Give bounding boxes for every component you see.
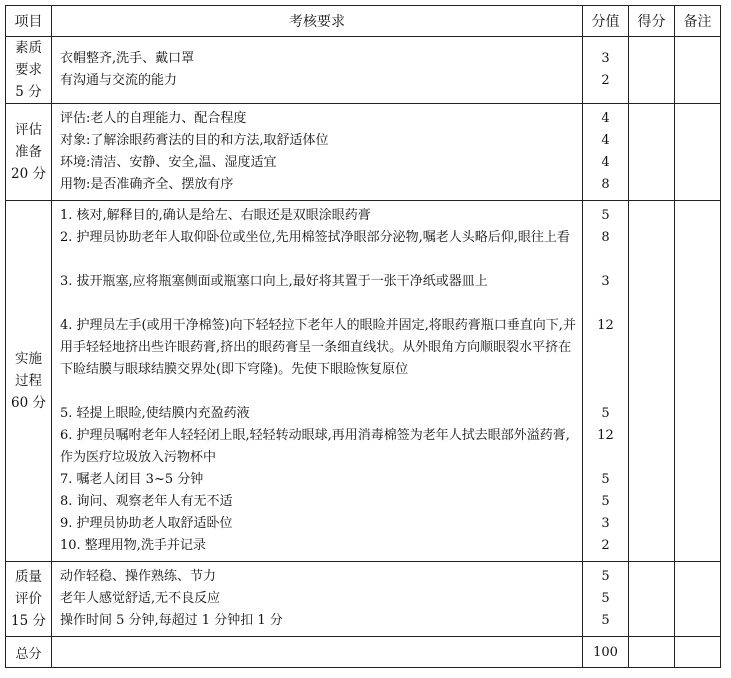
requirements-cell (52, 37, 583, 104)
requirement-line: 老年人感觉舒适,无不良反应 (60, 591, 221, 606)
total-requirements-cell (52, 637, 583, 668)
score-value: 4 (601, 155, 610, 170)
requirement-line: 7. 嘱老人闭目 3~5 分钟 (60, 472, 204, 487)
score-cell (583, 562, 629, 637)
total-label: 总分 (6, 637, 52, 668)
requirement-line: 对象:了解涂眼药膏法的目的和方法,取舒适体位 (60, 133, 329, 148)
category-cell: 实施 过程 60 分 (6, 201, 52, 562)
total-value: 100 (583, 637, 629, 668)
obtained-cell (629, 562, 675, 637)
category-cell: 质量 评价 15 分 (6, 562, 52, 637)
header-item: 项目 (6, 6, 52, 37)
score-value: 4 (601, 111, 610, 126)
category-cell: 评估 准备 20 分 (6, 104, 52, 201)
requirement-line: 动作轻稳、操作熟练、节力 (60, 569, 217, 584)
section-implementation-process (6, 201, 721, 562)
header-obtained: 得分 (629, 6, 675, 37)
remarks-cell (675, 562, 721, 637)
requirement-line: 4. 护理员左手(或用干净棉签)向下轻轻拉下老年人的眼睑并固定,将眼药膏瓶口垂直向下,并用手轻轻地挤出些许眼药膏,挤出的眼药膏呈一条细直线状。从外眼角方向顺眼裂水平挤在下睑结膜与眼球结膜交界处(即下穹隆)。先使下眼睑恢复原位 (60, 318, 576, 377)
requirement-line: 环境:清洁、安静、安全,温、湿度适宜 (60, 155, 277, 170)
score-value: 3 (601, 51, 610, 66)
obtained-cell (629, 37, 675, 104)
requirements-cell (52, 104, 583, 201)
score-value: 5 (601, 591, 610, 606)
section-assessment-preparation (6, 104, 721, 201)
remarks-cell (675, 104, 721, 201)
score-value: 12 (597, 428, 614, 443)
requirement-line: 1. 核对,解释目的,确认是给左、右眼还是双眼涂眼药膏 (60, 208, 371, 223)
requirement-line: 10. 整理用物,洗手并记录 (60, 538, 206, 553)
assessment-table (5, 5, 721, 668)
score-value: 5 (601, 613, 610, 628)
section-quality-evaluation (6, 562, 721, 637)
score-value: 3 (601, 274, 610, 289)
score-value: 4 (601, 133, 610, 148)
header-remarks: 备注 (675, 6, 721, 37)
score-value: 5 (601, 494, 610, 509)
total-obtained-cell (629, 637, 675, 668)
header-requirements: 考核要求 (52, 6, 583, 37)
requirement-line: 3. 拔开瓶塞,应将瓶塞侧面或瓶塞口向上,最好将其置于一张干净纸或器皿上 (60, 274, 488, 289)
score-value: 8 (601, 230, 610, 245)
requirement-line: 衣帽整齐,洗手、戴口罩 (60, 51, 195, 66)
remarks-cell (675, 201, 721, 562)
score-cell (583, 104, 629, 201)
remarks-cell (675, 37, 721, 104)
score-value: 12 (597, 318, 614, 333)
score-value: 2 (601, 73, 610, 88)
header-score: 分值 (583, 6, 629, 37)
requirement-line: 9. 护理员协助老人取舒适卧位 (60, 516, 233, 531)
score-value: 8 (601, 177, 610, 192)
requirement-line: 8. 询问、观察老年人有无不适 (60, 494, 233, 509)
score-value: 5 (601, 569, 610, 584)
requirement-line: 用物:是否准确齐全、摆放有序 (60, 177, 234, 192)
requirement-line: 2. 护理员协助老年人取仰卧位或坐位,先用棉签拭净眼部分泌物,嘱老人头略后仰,眼往上看 (60, 230, 570, 245)
obtained-cell (629, 201, 675, 562)
requirement-line: 评估:老人的自理能力、配合程度 (60, 111, 247, 126)
header-row (6, 6, 721, 37)
score-value: 5 (601, 208, 610, 223)
obtained-cell (629, 104, 675, 201)
requirement-line: 5. 轻提上眼睑,使结膜内充盈药液 (60, 406, 250, 421)
requirements-cell (52, 201, 583, 562)
score-value: 3 (601, 516, 610, 531)
requirement-line: 6. 护理员嘱咐老年人轻轻闭上眼,轻轻转动眼球,再用消毒棉签为老年人拭去眼部外溢药膏,作为医疗垃圾放入污物杯中 (60, 428, 570, 465)
score-cell (583, 37, 629, 104)
score-value: 5 (601, 472, 610, 487)
requirement-line: 操作时间 5 分钟,每超过 1 分钟扣 1 分 (60, 613, 283, 628)
category-cell: 素质 要求 5 分 (6, 37, 52, 104)
total-row (6, 637, 721, 668)
score-value: 5 (601, 406, 610, 421)
total-remarks-cell (675, 637, 721, 668)
requirement-line: 有沟通与交流的能力 (60, 73, 178, 88)
score-value: 2 (601, 538, 610, 553)
score-cell (583, 201, 629, 562)
requirements-cell (52, 562, 583, 637)
section-quality-requirements (6, 37, 721, 104)
